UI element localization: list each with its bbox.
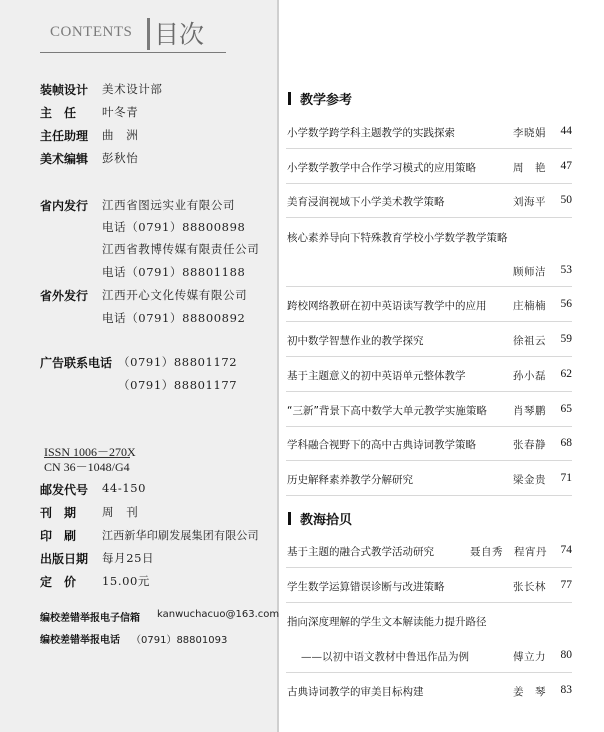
masthead-value: 曲 洲 [102, 128, 139, 142]
toc-entry[interactable]: “三新”背景下高中数学大单元教学实施策略 肖琴鹏 65 [287, 403, 572, 417]
masthead-value: 彭秋怡 [102, 151, 139, 165]
section-heading: 教海拾贝 [288, 509, 352, 528]
pub-info-label: 印 刷 [40, 529, 77, 543]
masthead-label: 主任助理 [40, 129, 89, 143]
domestic-distribution-label: 省内发行 [40, 199, 89, 213]
ad-phone: （0791）88801172 [118, 355, 238, 369]
masthead-value: 美术设计部 [102, 82, 163, 96]
distributor-phone: 电话（0791）88800898 [102, 220, 246, 234]
cn-number: CN 36－1048/G4 [44, 457, 130, 475]
toc-entry[interactable]: 基于主题的融合式教学活动研究 聂自秀 程宵丹 74 [287, 544, 572, 558]
contents-en-title: CONTENTS [50, 24, 133, 40]
toc-divider [286, 391, 572, 392]
toc-divider [286, 217, 572, 218]
toc-divider [286, 356, 572, 357]
toc-divider [286, 567, 572, 568]
masthead-label: 主 任 [40, 106, 77, 120]
distributor-name: 江西省教博传媒有限责任公司 [102, 242, 260, 256]
pub-info-label: 刊 期 [40, 506, 77, 520]
contents-divider-bar [147, 18, 150, 50]
issn-number: ISSN 1006－270X [44, 445, 136, 459]
toc-entry[interactable]: 跨校网络教研在初中英语读写教学中的应用 庄楠楠 56 [287, 298, 572, 312]
report-phone-label: 编校差错举报电话 [40, 635, 120, 646]
toc-entry[interactable]: 历史解释素养教学分解研究 梁金贵 71 [287, 472, 572, 486]
distributor-name: 江西省图远实业有限公司 [102, 198, 236, 212]
toc-divider [286, 602, 572, 603]
toc-entry[interactable]: 美育浸润视域下小学美术教学策略 刘海平 50 [287, 194, 572, 208]
toc-entry[interactable]: 古典诗词教学的审美目标构建 姜 琴 83 [287, 684, 572, 698]
section-heading-bar [288, 512, 291, 525]
report-email: kanwuchacuo@163.com [157, 609, 280, 620]
pub-info-value: 周 刊 [102, 505, 139, 519]
toc-entry[interactable]: 指向深度理解的学生文本解读能力提升路径 ——以初中语文教材中鲁迅作品为例 傅立力 80 [287, 616, 572, 663]
pub-info-label: 邮发代号 [40, 483, 89, 497]
masthead-label: 美术编辑 [40, 152, 89, 166]
pub-info-value: 江西新华印刷发展集团有限公司 [102, 529, 259, 542]
distributor-phone: 电话（0791）88801188 [102, 265, 246, 279]
toc-divider [286, 286, 572, 287]
pub-info-value: 15.00元 [102, 574, 151, 588]
toc-divider [286, 148, 572, 149]
toc-entry[interactable]: 基于主题意义的初中英语单元整体教学 孙小磊 62 [287, 368, 572, 382]
pub-info-value: 每月25日 [102, 551, 155, 565]
masthead-column [0, 0, 279, 732]
toc-divider [286, 321, 572, 322]
report-phone: （0791）88801093 [131, 635, 228, 646]
distributor-name: 江西开心文化传媒有限公司 [102, 288, 248, 302]
toc-divider [286, 672, 572, 673]
toc-divider [286, 460, 572, 461]
external-distribution-label: 省外发行 [40, 289, 89, 303]
masthead-label: 装帧设计 [40, 83, 89, 97]
toc-entry[interactable]: 初中数学智慧作业的教学探究 徐祖云 59 [287, 333, 572, 347]
distributor-phone: 电话（0791）88800892 [102, 311, 246, 325]
ad-phone: （0791）88801177 [118, 378, 238, 392]
toc-entry-subtitle: ——以初中语文教材中鲁迅作品为例 [301, 651, 469, 663]
report-email-label: 编校差错举报电子信箱 [40, 613, 140, 624]
section-heading: 教学参考 [288, 89, 352, 108]
masthead-value: 叶冬青 [102, 105, 139, 119]
toc-entry[interactable]: 学生数学运算错误诊断与改进策略 张长林 77 [287, 579, 572, 593]
contents-cn-title: 目次 [154, 20, 205, 49]
toc-entry[interactable]: 小学数学跨学科主题教学的实践探索 李晓娟 44 [287, 125, 572, 139]
toc-divider [286, 495, 572, 496]
toc-entry[interactable]: 学科融合视野下的高中古典诗词教学策略 张春静 68 [287, 437, 572, 451]
ad-contact-label: 广告联系电话 [40, 356, 113, 370]
pub-info-label: 定 价 [40, 575, 77, 589]
pub-info-label: 出版日期 [40, 552, 89, 566]
contents-header [40, 14, 226, 53]
toc-entry[interactable]: 核心素养导向下特殊教育学校小学数学教学策略 顾师洁 53 [287, 232, 572, 278]
toc-divider [286, 183, 572, 184]
toc-divider [286, 426, 572, 427]
section-heading-bar [288, 92, 291, 105]
pub-info-value: 44-150 [102, 481, 147, 495]
toc-entry[interactable]: 小学数学教学中合作学习模式的应用策略 周 艳 47 [287, 160, 572, 174]
